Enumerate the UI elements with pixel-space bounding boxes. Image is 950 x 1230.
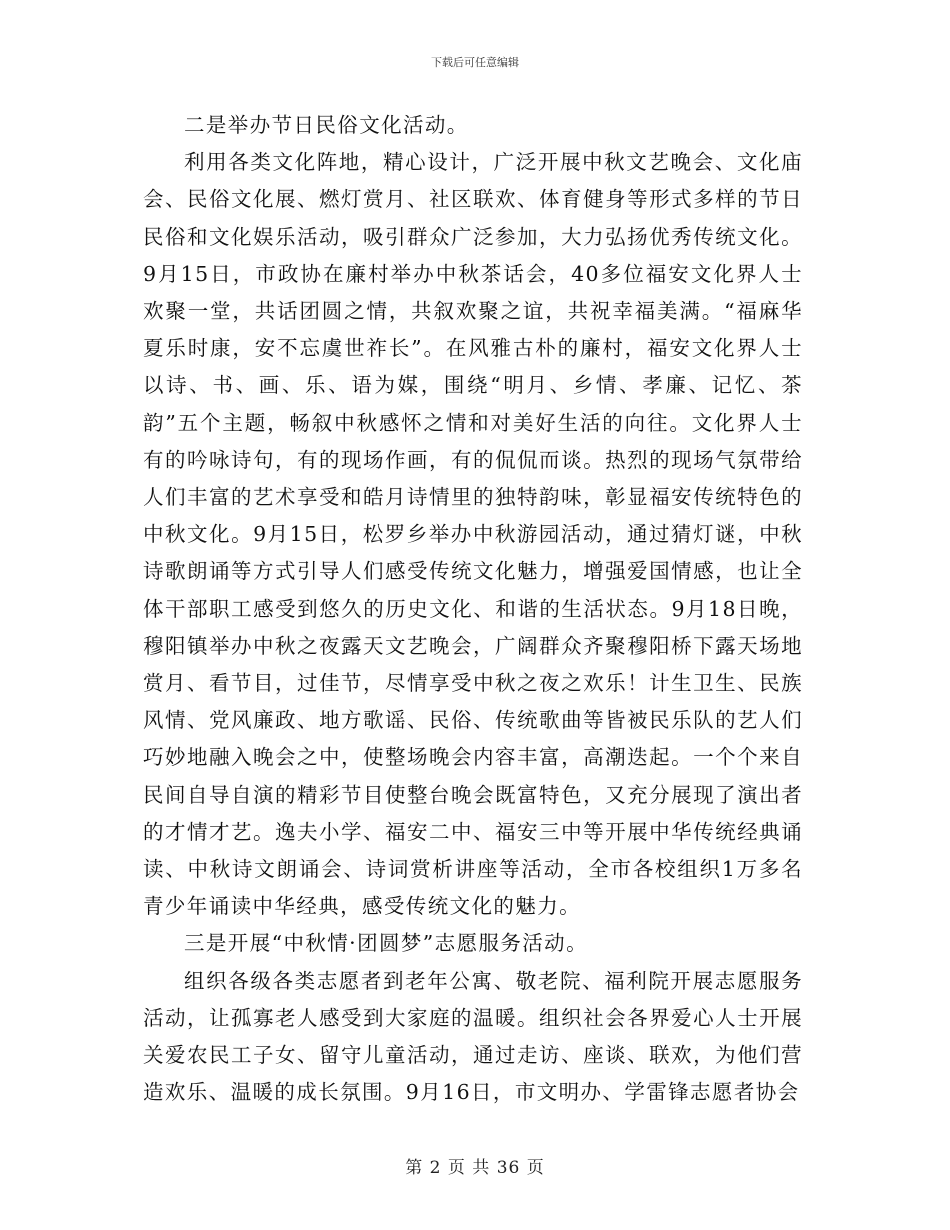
paragraph-section-3-heading: 三是开展“中秋情·团圆梦”志愿服务活动。 (184, 931, 588, 956)
paragraph-section-2-body: 利用各类文化阵地，精心设计，广泛开展中秋文艺晚会、文化庙会、民俗文化展、燃灯赏月、社区联欢、体育健身等形式多样的节日民俗和文化娱乐活动，吸引群众广泛参加，大力弘扬优秀传统文化。9月15日，市政协在廉村举办中秋茶话会，40多位福安文化界人士欢聚一堂，共话团圆之情，共叙欢聚之谊，共祝幸福美满。“福麻华夏乐时康，安不忘虞世祚长”。在风雅古朴的廉村，福安文化界人士以诗、书、画、乐、语为媒，围绕“明月、乡情、孝廉、记忆、茶韵”五个主题，畅叙中秋感怀之情和对美好生活的向往。文化界人士有的吟咏诗句，有的现场作画，有的侃侃而谈。热烈的现场气氛带给人们丰富的艺术享受和皓月诗情里的独特韵味，彰显福安传统特色的中秋文化。9月15日，松罗乡举办中秋游园活动，通过猜灯谜，中秋诗歌朗诵等方式引导人们感受传统文化魅力，增强爱国情感，也让全体干部职工感受到悠久的历史文化、和谐的生活状态。9月18日晚，穆阳镇举办中秋之夜露天文艺晚会，广阔群众齐聚穆阳桥下露天场地赏月、看节目，过佳节，尽情享受中秋之夜之欢乐！计生卫生、民族风情、党风廉政、地方歌谣、民俗、传统歌曲等皆被民乐队的艺人们巧妙地融入晚会之中，使整场晚会内容丰富，高潮迭起。一个个来自民间自导自演的精彩节目使整台晚会既富特色，又充分展现了演出者的才情才艺。逸夫小学、福安二中、福安三中等开展中华传统经典诵读、中秋诗文朗诵会、诗词赏析讲座等活动，全市各校组织1万多名青少年诵读中华经典，感受传统文化的魅力。 (143, 150, 803, 919)
document-body (143, 107, 803, 1111)
page-header: 下载后可任意编辑 (431, 56, 519, 69)
page-footer: 第 2 页 共 36 页 (405, 1158, 545, 1178)
paragraph-section-2-heading: 二是举办节日民俗文化活动。 (184, 113, 469, 137)
paragraph-section-3-body: 组织各级各类志愿者到老年公寓、敬老院、福利院开展志愿服务活动，让孤寡老人感受到大家庭的温暖。组织社会各界爱心人士开展关爱农民工子女、留守儿童活动，通过走访、座谈、联欢，为他们营造欢乐、温暖的成长氛围。9月16日，市文明办、学雷锋志愿者协会 (143, 968, 803, 1105)
